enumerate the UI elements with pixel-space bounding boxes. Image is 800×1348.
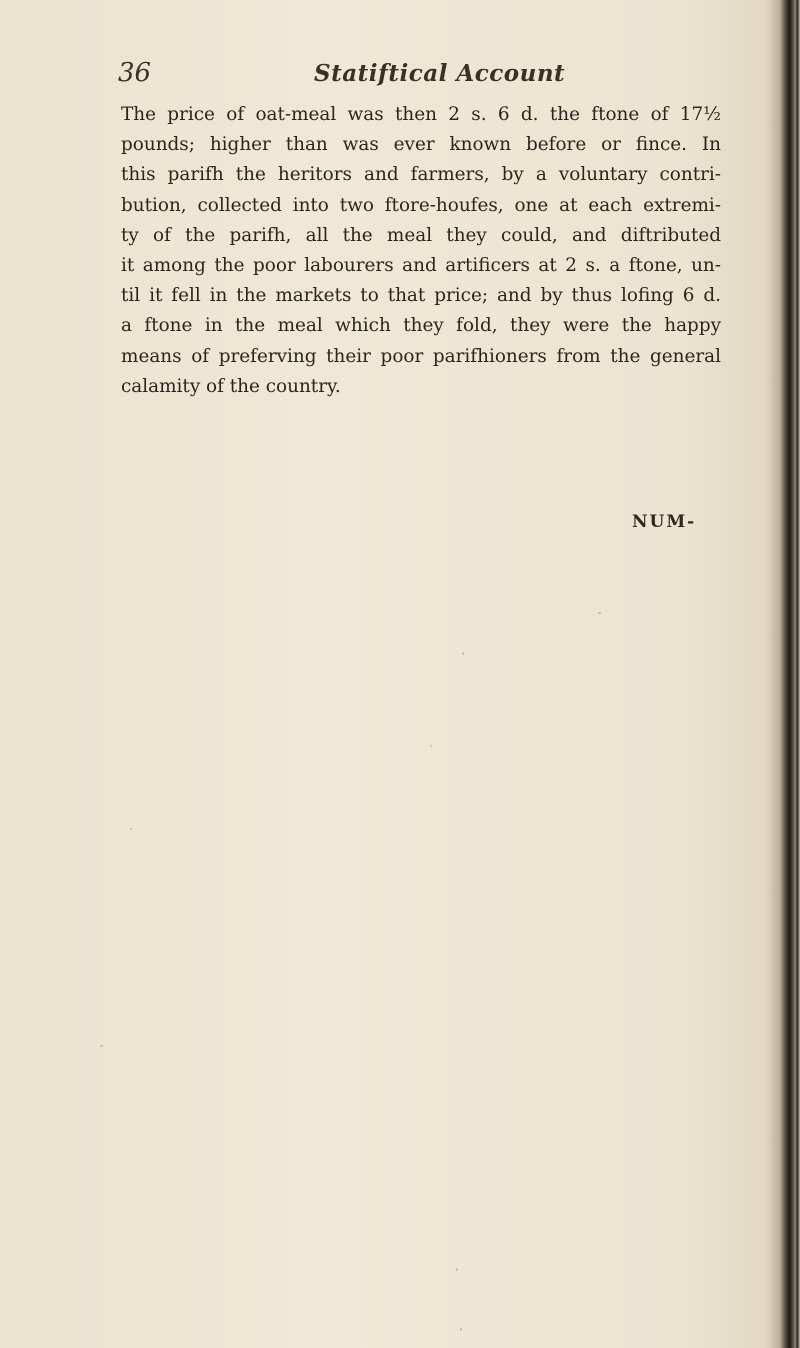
catchword: NUM- — [632, 512, 697, 532]
text-line: The price of oat-meal was then 2 s. 6 d. the ftone of 17½ — [121, 104, 721, 125]
text-line: it among the poor labourers and artificers at 2 s. a ftone, un- — [121, 255, 721, 277]
running-head — [118, 58, 718, 98]
binding-edge — [766, 0, 800, 1348]
page-number: 36 — [118, 58, 152, 88]
text-line: this parifh the heritors and farmers, by a voluntary contri- — [121, 164, 721, 186]
text-line: a ftone in the meal which they fold, they were the happy — [121, 315, 721, 337]
paper-speck — [100, 1045, 103, 1047]
text-line: means of preferving their poor parifhioners from the general — [121, 345, 721, 367]
paper-speck — [460, 1328, 462, 1331]
text-line: calamity of the country. — [121, 375, 341, 397]
running-title: Statiftical Account — [314, 60, 566, 87]
paper-speck — [130, 828, 132, 830]
text-line: bution, collected into two ftore-houfes, one at each extremi- — [121, 194, 721, 216]
text-line: til it fell in the markets to that price; and by thus lofing 6 d. — [121, 285, 721, 307]
text-line: pounds; higher than was ever known before or fince. In — [121, 134, 721, 156]
body-paragraph — [121, 100, 721, 402]
paper-speck — [430, 745, 432, 747]
paper-speck — [462, 652, 464, 655]
paper-speck — [598, 612, 601, 614]
paper-speck — [456, 1268, 458, 1271]
text-line: ty of the parifh, all the meal they could, and diftributed — [121, 224, 721, 246]
